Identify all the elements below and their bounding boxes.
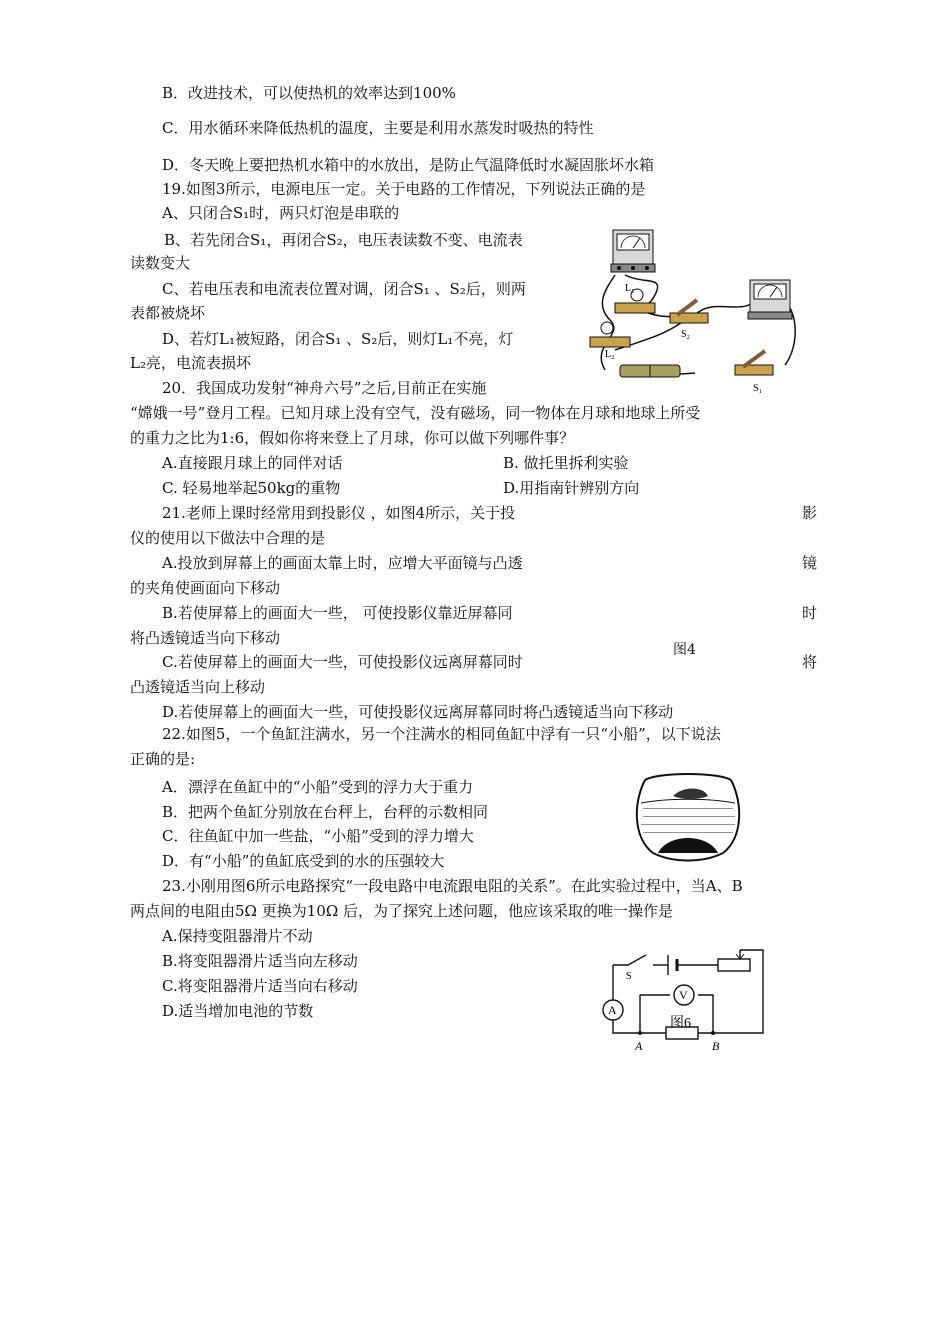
q19-option-c-cont: 表都被烧坏 <box>130 304 206 322</box>
figure-6-circuit <box>598 945 773 1055</box>
label-s1: S₁ <box>753 383 763 394</box>
q19-option-d: D、若灯L₁被短路，闭合S₁ 、S₂后，则灯L₁不亮，灯 <box>162 330 514 348</box>
q23-option-c: C.将变阻器滑片适当向右移动 <box>162 977 358 995</box>
q19-stem: 19.如图3所示，电源电压一定。关于电路的工作情况，下列说法正确的是 <box>162 180 646 198</box>
q19-option-b-cont: 读数变大 <box>130 254 191 272</box>
label-l2: L₂ <box>605 349 615 360</box>
figure-5-fish-tank <box>633 768 743 863</box>
q20-stem: 20．我国成功发射“神舟六号”之后,目前正在实施 <box>162 379 487 397</box>
battery-icon <box>620 365 680 377</box>
label-point-b: B <box>712 1039 720 1053</box>
q21-stem: 21.老师上课时经常用到投影仪 ，如图4所示，关于投 <box>162 504 516 522</box>
q21-stem-end: 影 <box>802 504 818 522</box>
figure-4-caption: 图4 <box>673 642 696 658</box>
q21-option-d: D.若使屏幕上的画面大一些，可使投影仪远离屏幕同时将凸透镜适当向下移动 <box>162 703 674 721</box>
q20-option-a: A.直接跟月球上的同伴对话 <box>162 454 343 472</box>
q18-option-b: B．改进技术，可以使热机的效率达到100% <box>162 84 456 102</box>
q22-stem-2: 正确的是: <box>130 750 196 768</box>
label-voltmeter: V <box>679 988 688 1002</box>
q21-stem-2: 仪的使用以下做法中合理的是 <box>130 529 326 547</box>
q23-stem-2: 两点间的电阻由5Ω 更换为10Ω 后，为了探究上述问题，他应该采取的唯一操作是 <box>130 902 674 920</box>
q22-option-b: B．把两个鱼缸分别放在台秤上，台秤的示数相同 <box>162 803 489 821</box>
q20-stem-2: “嫦娥一号”登月工程。已知月球上没有空气，没有磁场，同一物体在月球和地球上所受 <box>130 404 701 422</box>
q21-option-c-end: 将 <box>802 653 818 671</box>
q21-option-b-cont: 将凸透镜适当向下移动 <box>130 629 281 647</box>
q21-option-a-cont: 的夹角使画面向下移动 <box>130 579 281 597</box>
q19-option-a: A、只闭合S₁时，两只灯泡是串联的 <box>162 204 400 222</box>
q22-stem: 22.如图5，一个鱼缸注满水，另一个注满水的相同鱼缸中浮有一只“小船”，以下说法 <box>162 725 721 743</box>
q19-option-c: C、若电压表和电流表位置对调，闭合S₁ 、S₂后，则两 <box>162 280 526 298</box>
voltmeter-icon <box>611 230 655 272</box>
q22-option-c: C．往鱼缸中加一些盐，“小船”受到的浮力增大 <box>162 827 474 845</box>
q22-option-d: D．有“小船”的鱼缸底受到的水的压强较大 <box>162 852 445 870</box>
q18-option-d: D．冬天晚上要把热机水箱中的水放出，是防止气温降低时水凝固胀坏水箱 <box>162 156 655 174</box>
q20-stem-3: 的重力之比为1:6，假如你将来登上了月球，你可以做下列哪件事？ <box>130 429 575 447</box>
rheostat-icon <box>718 959 750 971</box>
q20-option-c: C. 轻易地举起50kg的重物 <box>162 479 341 497</box>
label-point-a: A <box>635 1039 643 1053</box>
switch-s1-icon <box>735 351 773 375</box>
lamp-l1-icon <box>615 289 655 313</box>
q21-option-a: A.投放到屏幕上的画面太靠上时，应增大平面镜与凸透 <box>162 554 523 572</box>
q20-option-b: B. 做托里拆利实验 <box>503 454 629 472</box>
q19-option-b: B、若先闭合S₁，再闭合S₂，电压表读数不变、电流表 <box>164 231 523 249</box>
q21-option-a-end: 镜 <box>802 554 818 572</box>
q23-option-b: B.将变阻器滑片适当向左移动 <box>162 952 358 970</box>
q22-option-a: A．漂浮在鱼缸中的“小船”受到的浮力大于重力 <box>162 778 474 796</box>
label-s2: S₂ <box>681 329 691 340</box>
label-s: S <box>626 971 632 982</box>
q21-option-b: B.若使屏幕上的画面大一些， 可使投影仪靠近屏幕同 <box>162 604 513 622</box>
lamp-l2-icon <box>590 322 630 347</box>
switch-s2-icon <box>670 300 708 323</box>
q20-option-d: D.用指南针辨别方向 <box>503 479 640 497</box>
q21-option-c: C.若使屏幕上的画面大一些，可使投影仪远离屏幕同时 <box>162 653 523 671</box>
ammeter-icon <box>748 280 792 319</box>
q23-stem: 23.小刚用图6所示电路探究“一段电路中电流跟电阻的关系”。在此实验过程中，当A、B <box>162 877 743 895</box>
q19-option-d-cont: L₂亮，电流表损坏 <box>130 354 251 372</box>
q23-option-a: A.保持变阻器滑片不动 <box>162 927 313 945</box>
boat-icon <box>673 789 708 800</box>
q18-option-c: C．用水循环来降低热机的温度，主要是利用水蒸发时吸热的特性 <box>162 119 594 137</box>
label-ammeter: A <box>608 1003 617 1017</box>
figure-3-circuit <box>585 225 815 395</box>
label-l1: L₁ <box>625 283 635 294</box>
q23-option-d: D.适当增加电池的节数 <box>162 1002 314 1020</box>
figure-6-caption: 图6 <box>670 1016 691 1031</box>
q21-option-c-cont: 凸透镜适当向上移动 <box>130 678 266 696</box>
q21-option-b-end: 时 <box>802 604 818 622</box>
